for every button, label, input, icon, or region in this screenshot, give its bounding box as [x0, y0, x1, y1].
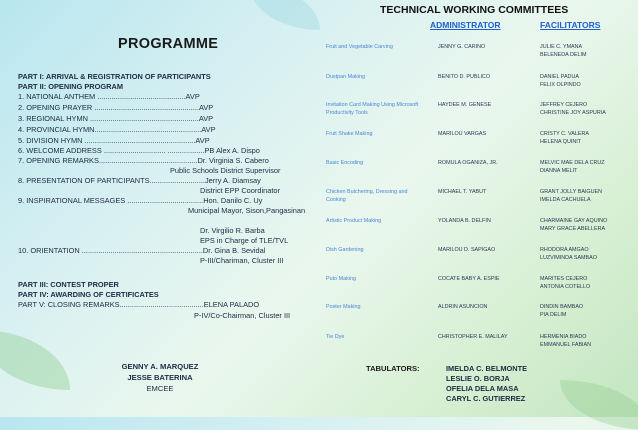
programme-line: 7. OPENING REMARKS................................................Dr. Virginia S. Cabero — [18, 156, 269, 165]
programme-sub-line: P-IV/Co-Chairman, Cluster III — [194, 311, 291, 320]
programme-line: 1. NATIONAL ANTHEM ...........................................AVP — [18, 92, 200, 101]
committee-topic: Chicken Butchering, Dressing and Cooking — [326, 189, 408, 203]
programme-line: PART IV: AWARDING OF CERTIFICATES — [18, 290, 159, 299]
tabulator-3: OFELIA DELA MASA — [446, 384, 519, 393]
committee-administrator: COCATE BABY A. ESPIE — [438, 276, 500, 282]
programme-line: 10. ORIENTATION ...........................................................Dr. Gina B. Sevidal — [18, 246, 266, 255]
committee-facilitator: JULIE C. YMANA — [540, 44, 583, 50]
committee-facilitator: JEFFREY CEJERO — [540, 102, 588, 108]
committee-facilitator: HELENA QUINIT — [540, 139, 582, 145]
committee-administrator: CHRISTOPHER E. MALILAY — [438, 334, 508, 340]
committee-topic: Poster Making — [326, 304, 361, 310]
committee-facilitator: CHARMAINE GAY AQUINO — [540, 218, 608, 224]
committee-administrator: MARILOU VARGAS — [438, 131, 487, 137]
programme-title: PROGRAMME — [118, 36, 219, 52]
committee-facilitator: RHODORA AMGAO — [540, 247, 589, 253]
signatory-1: GENNY A. MARQUEZ — [121, 362, 199, 371]
programme-sub-line: Public Schools District Supervisor — [170, 166, 281, 175]
programme-line: 3. REGIONAL HYMN .....................................................AVP — [18, 114, 214, 123]
committees-panel — [312, 0, 638, 417]
programme-sub-line: EPS in Charge of TLE/TVL — [200, 236, 289, 245]
programme-panel — [0, 0, 312, 417]
programme-sub-line: District EPP Coordinator — [200, 186, 280, 195]
facilitators-header: FACILITATORS — [540, 20, 601, 30]
committee-facilitator: BELENEDA DELIM — [540, 52, 587, 58]
committee-facilitator: ANTONIA COTELLO — [540, 284, 591, 290]
committee-topic: Puto Making — [326, 276, 356, 282]
committee-administrator: MICHAEL T. YABUT — [438, 189, 487, 195]
programme-sub-line: Dr. Virgilio R. Barba — [200, 226, 265, 235]
committee-topic: Fruit and Vegetable Carving — [326, 44, 393, 50]
committee-topic: Basic Encoding — [326, 160, 364, 166]
programme-line: PART II: OPENING PROGRAM — [18, 82, 123, 91]
signatory-2: JESSE BATERINA — [127, 373, 193, 382]
programme-line: 5. DIVISION HYMN ......................................................AVP — [18, 136, 210, 145]
programme-line: 6. WELCOME ADDRESS .............................. ..................PB Alex A. Dispo — [18, 146, 260, 155]
committee-administrator: JENNY G. CARINO — [438, 44, 486, 50]
committee-facilitator: DANIEL PADUA — [540, 74, 579, 80]
committee-topic: Artistic Product Making — [326, 218, 382, 224]
committee-topic: Tie Dye — [326, 334, 345, 340]
programme-line: 4. PROVINCIAL HYMN....................................................AVP — [18, 125, 216, 134]
programme-line: 9. INSPIRATIONAL MESSAGES .....................................Hon. Danilo C. Uy — [18, 196, 263, 205]
committee-facilitator: DINDIN BAMBAO — [540, 304, 584, 310]
programme-line: 2. OPENING PRAYER ...................................................AVP — [18, 103, 214, 112]
committee-facilitator: DIANNA MELIT — [540, 168, 578, 174]
programme-line: PART I: ARRIVAL & REGISTRATION OF PARTICIPANTS — [18, 72, 211, 81]
committee-topic: Invitation Card Making Using Microsoft Productivity Tools — [326, 102, 419, 116]
committee-administrator: YOLANDA B. DELFIN — [438, 218, 491, 224]
committee-topic: Fruit Shake Making — [326, 131, 373, 137]
programme-sub-line: Municipal Mayor, Sison,Pangasinan — [188, 206, 306, 215]
programme-line: PART V: CLOSING REMARKS.........................................ELENA PALADO — [18, 300, 260, 309]
committee-facilitator: FELIX OLPINDO — [540, 82, 581, 88]
programme-line: PART III: CONTEST PROPER — [18, 280, 119, 289]
committee-facilitator: PIA DELIM — [540, 312, 567, 318]
tabulator-4: CARYL C. GUTIERREZ — [446, 394, 526, 403]
committee-administrator: ROMULA OGANIZA, JR. — [438, 160, 498, 166]
emcee-label: EMCEE — [146, 384, 174, 393]
committee-facilitator: IMELDA CACHUELA — [540, 197, 591, 203]
committee-facilitator: MELVIC MAE DELA CRUZ — [540, 160, 605, 166]
committee-facilitator: CHRISTINE JOY ASPURIA — [540, 110, 606, 116]
committees-title: TECHNICAL WORKING COMMITTEES — [380, 4, 569, 16]
committee-topic: Dish Gardening — [326, 247, 364, 253]
committee-administrator: ALDRIN ASUNCION — [438, 304, 488, 310]
committee-administrator: HAYDEE M. GENESE — [438, 102, 492, 108]
programme-line: 8. PRESENTATION OF PARTICIPANTS...........................Jerry A. Diamsay — [18, 176, 261, 185]
committee-facilitator: EMMANUEL FABIAN — [540, 342, 592, 348]
committee-facilitator: LUZVIMINDA SAMBAO — [540, 255, 597, 261]
committee-facilitator: MARY GRACE ABELLERA — [540, 226, 606, 232]
committee-administrator: BENITO D. PUBLICO — [438, 74, 491, 80]
committee-topic: Dustpan Making — [326, 74, 365, 80]
tabulators-label: TABULATORS: — [366, 364, 420, 373]
programme-sub-line: P-III/Chariman, Cluster III — [200, 256, 284, 265]
committee-administrator: MARILOU D. SAPIGAO — [438, 247, 496, 253]
administrator-header: ADMINISTRATOR — [430, 20, 501, 30]
committee-facilitator: CRISTY C. VALERA — [540, 131, 589, 137]
committee-facilitator: GRANT JOLLY BAIGUEN — [540, 189, 603, 195]
tabulator-2: LESLIE O. BORJA — [446, 374, 510, 383]
committee-facilitator: MARITES CEJERO — [540, 276, 588, 282]
committee-facilitator: HERMENIA BIADO — [540, 334, 587, 340]
tabulator-1: IMELDA C. BELMONTE — [446, 364, 528, 373]
